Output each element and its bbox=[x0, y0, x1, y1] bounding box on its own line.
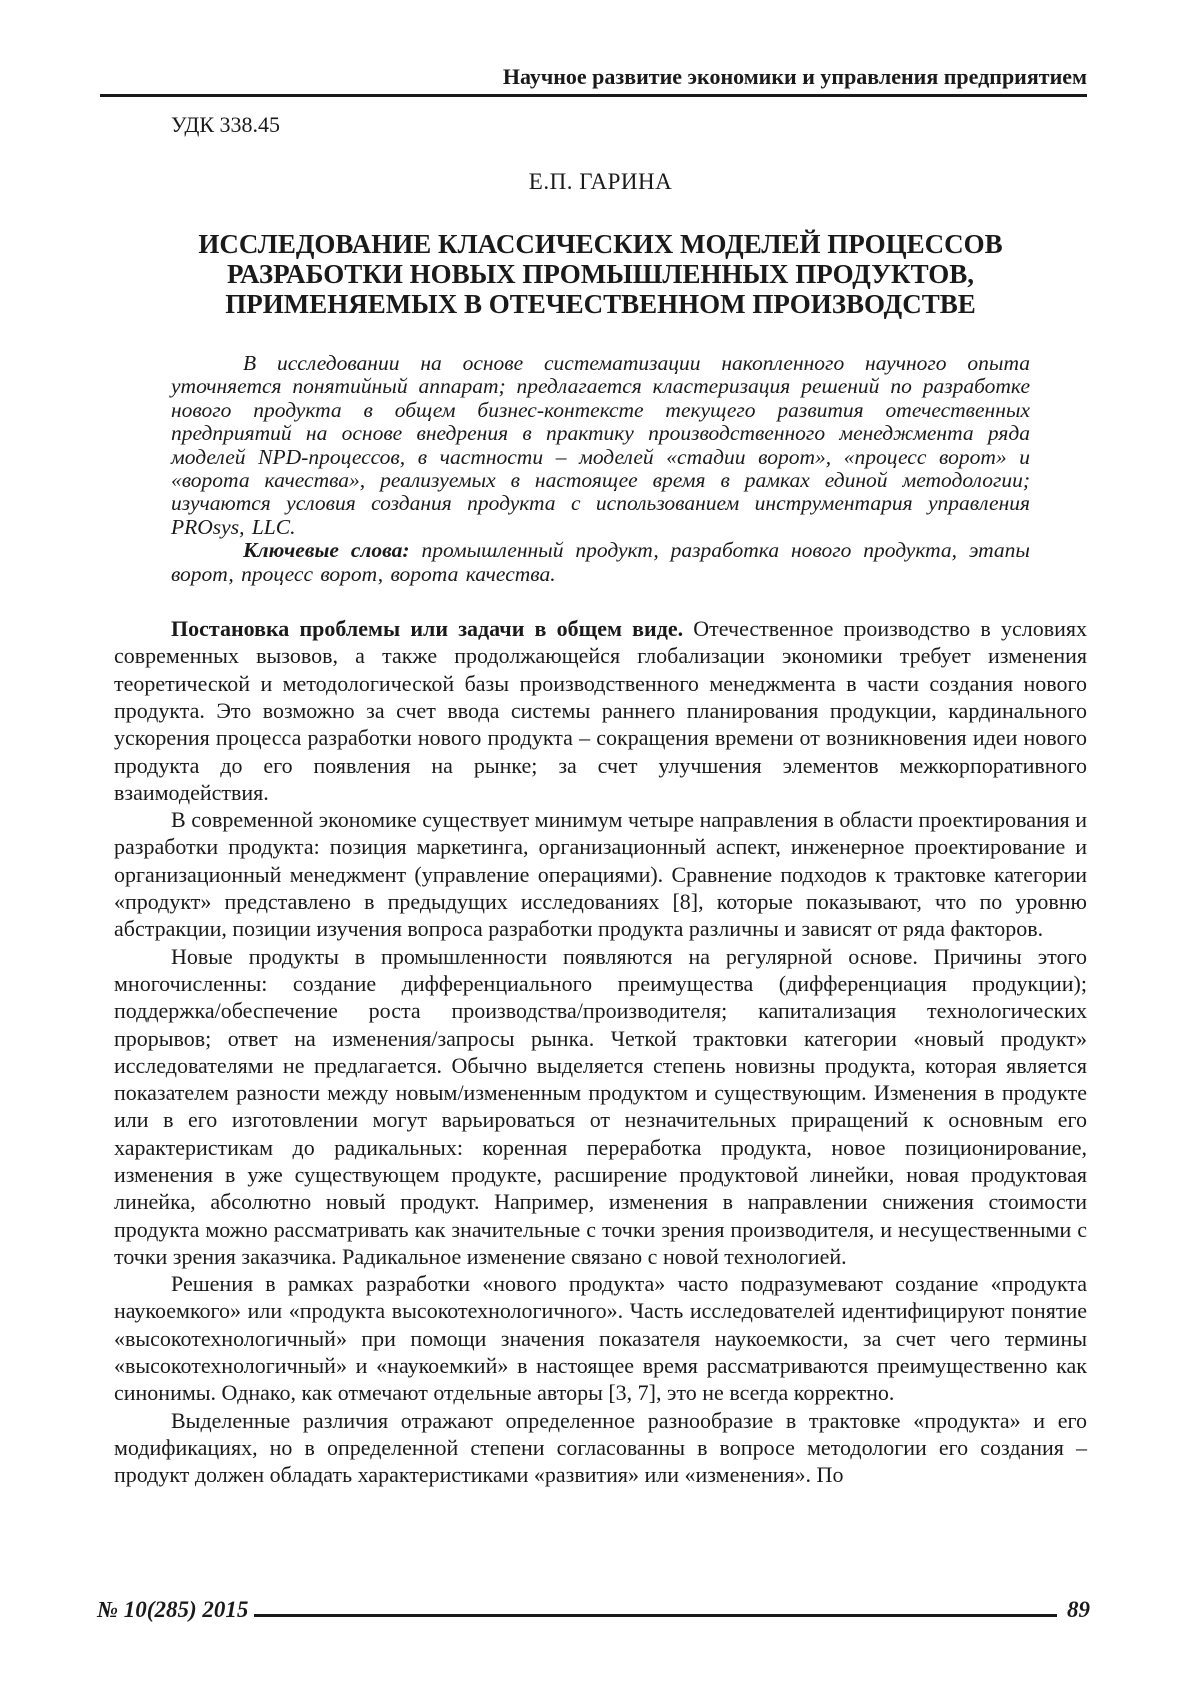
keywords-text: промышленный продукт, разработка нового продукта, этапы ворот, процесс ворот, ворота качества. bbox=[171, 538, 1030, 586]
keywords bbox=[171, 539, 1030, 586]
running-head: Научное развитие экономики и управления предприятием bbox=[100, 64, 1087, 97]
page-number: 89 bbox=[1067, 1597, 1090, 1622]
author-name: Е.П. ГАРИНА bbox=[528, 169, 673, 194]
journal-issue: № 10(285) 2015 bbox=[97, 1597, 249, 1622]
page-content bbox=[114, 0, 1087, 1489]
paragraph-lead: Постановка проблемы или задачи в общем виде. bbox=[171, 616, 694, 642]
udc-code: УДК 338.45 bbox=[171, 112, 281, 137]
article-body bbox=[114, 615, 1087, 1489]
keywords-label: Ключевые слова: bbox=[243, 538, 422, 563]
paragraph-text: Отечественное производство в условиях современных вызовов, а также продолжающейся глобализации экономики требует изменения теоретической и методологической базы производственного менеджмента в части создания нового продукта. Это возможно за счет ввода системы раннего планирования продукции, кардинального ускорения процесса разработки нового продукта – сокращения времени от возникновения идеи нового продукта до его появления на рынке; за счет улучшения элементов межкорпоративного взаимодействия. bbox=[114, 616, 1087, 805]
paragraph-1 bbox=[114, 615, 1087, 806]
abstract-text: В исследовании на основе систематизации накопленного научного опыта уточняется понятийный аппарат; предлагается кластеризация решений по разработке нового продукта в общем бизнес-контексте текущего развития отечественных предприятий на основе внедрения в практику производственного менеджмента ряда моделей NPD-процессов, в частности – моделей «стадии ворот», «процесс ворот» и «ворота качества», реализуемых в настоящее время в рамках единой методологии; изучаются условия создания продукта с использованием инструментария управления PROsys, LLC. bbox=[171, 351, 1030, 539]
article-title-line: ПРИМЕНЯЕМЫХ В ОТЕЧЕСТВЕННОМ ПРОИЗВОДСТВЕ bbox=[225, 289, 976, 319]
page-footer bbox=[97, 1596, 1090, 1623]
paragraph-5: Выделенные различия отражают определенное разнообразие в трактовке «продукта» и его модификациях, но в определенной степени согласованны в вопросе методологии его создания – продукт должен обладать характеристиками «развития» или «изменения». По bbox=[114, 1407, 1087, 1488]
paragraph-3: Новые продукты в промышленности появляются на регулярной основе. Причины этого многочисленны: создание дифференциального преимущества (дифференциация продукции); поддержка/обеспечение роста производства/производителя; капитализация технологических прорывов; ответ на изменения/запросы рынка. Четкой трактовки категории «новый продукт» исследователями не предлагается. Обычно выделяется степень новизны продукта, которая является показателем разности между новым/измененным продуктом и существующим. Изменения в продукте или в его изготовлении могут варьироваться от незначительных приращений к основным его характеристикам до радикальных: коренная переработка продукта, новое позиционирование, изменения в уже существующем продукте, расширение продуктовой линейки, новая продуктовая линейка, абсолютно новый продукт. Например, изменения в направлении снижения стоимости продукта можно рассматривать как значительные с точки зрения производителя, и несущественными с точки зрения заказчика. Радикальное изменение связано с новой технологией. bbox=[114, 943, 1087, 1269]
paragraph-4: Решения в рамках разработки «нового продукта» часто подразумевают создание «продукта наукоемкого» или «продукта высокотехнологичного». Часть исследователей идентифицируют понятие «высокотехнологичный» при помощи значения показателя наукоемкости, за счет чего термины «высокотехнологичный» и «наукоемкий» в настоящее время рассматриваются преимущественно как синонимы. Однако, как отмечают отдельные авторы [3, 7], это не всегда корректно. bbox=[114, 1271, 1087, 1406]
article-title-line: ИССЛЕДОВАНИЕ КЛАССИЧЕСКИХ МОДЕЛЕЙ ПРОЦЕССОВ bbox=[198, 229, 1003, 259]
article-title bbox=[114, 229, 1087, 319]
article-title-line: РАЗРАБОТКИ НОВЫХ ПРОМЫШЛЕННЫХ ПРОДУКТОВ, bbox=[226, 259, 974, 289]
footer-rule bbox=[254, 1613, 1057, 1617]
paragraph-2: В современной экономике существует минимум четыре направления в области проектирования и разработки продукта: позиция маркетинга, организационный аспект, инженерное проектирование и организационный менеджмент (управление операциями). Сравнение подходов к трактовке категории «продукт» представлено в предыдущих исследованиях [8], которые показывают, что по уровню абстракции, позиции изучения вопроса разработки продукта различны и зависят от ряда факторов. bbox=[114, 807, 1087, 942]
